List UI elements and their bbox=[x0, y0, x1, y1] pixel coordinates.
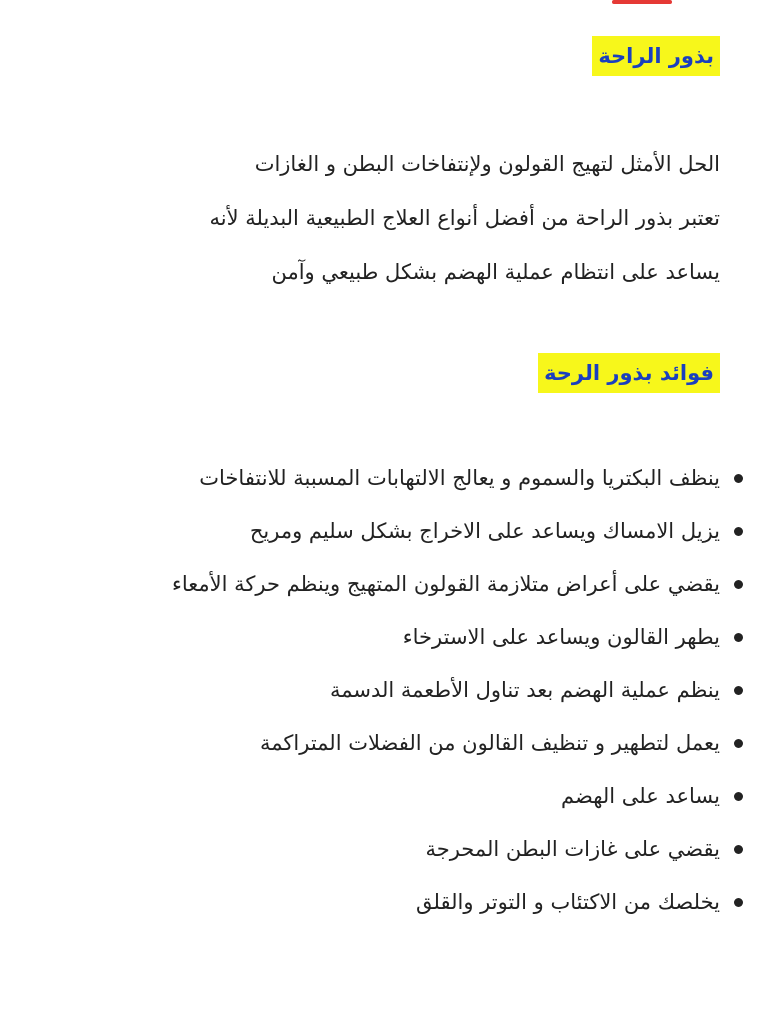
intro-line: يساعد على انتظام عملية الهضم بشكل طبيعي وآمن bbox=[271, 260, 720, 284]
benefit-text: يساعد على الهضم bbox=[561, 784, 720, 808]
benefit-item bbox=[45, 664, 745, 717]
benefit-text: ينظم عملية الهضم بعد تناول الأطعمة الدسمة bbox=[329, 678, 720, 702]
bullet-icon bbox=[734, 898, 743, 907]
benefit-item bbox=[45, 611, 745, 664]
intro-line: تعتبر بذور الراحة من أفضل أنواع العلاج الطبيعية البديلة لأنه bbox=[209, 206, 720, 230]
benefit-item bbox=[45, 823, 745, 876]
benefit-item bbox=[45, 717, 745, 770]
benefit-item bbox=[45, 452, 745, 505]
intro-paragraph bbox=[60, 137, 720, 299]
bullet-icon bbox=[734, 845, 743, 854]
bullet-icon bbox=[734, 739, 743, 748]
benefit-text: يخلصك من الاكتئاب و التوتر والقلق bbox=[416, 890, 720, 914]
heading-seeds-title: بذور الراحة bbox=[592, 36, 720, 76]
heading-benefits-title: فوائد بذور الرحة bbox=[538, 353, 720, 393]
benefit-text: يطهر القالون ويساعد على الاسترخاء bbox=[402, 625, 720, 649]
benefit-text: يعمل لتطهير و تنظيف القالون من الفضلات المتراكمة bbox=[260, 731, 720, 755]
benefit-item bbox=[45, 770, 745, 823]
benefit-text: يزيل الامساك ويساعد على الاخراج بشكل سليم ومريح bbox=[249, 519, 720, 543]
bullet-icon bbox=[734, 686, 743, 695]
top-accent-mark bbox=[612, 0, 672, 4]
benefits-list bbox=[45, 452, 745, 929]
bullet-icon bbox=[734, 633, 743, 642]
benefit-text: يقضي على أعراض متلازمة القولون المتهيج وينظم حركة الأمعاء bbox=[172, 572, 720, 596]
benefit-text: ينظف البكتريا والسموم و يعالج الالتهابات المسببة للانتفاخات bbox=[199, 466, 720, 490]
bullet-icon bbox=[734, 792, 743, 801]
benefit-text: يقضي على غازات البطن المحرجة bbox=[425, 837, 720, 861]
intro-line: الحل الأمثل لتهيج القولون ولإنتفاخات البطن و الغازات bbox=[254, 152, 720, 176]
bullet-icon bbox=[734, 527, 743, 536]
benefit-item bbox=[45, 505, 745, 558]
bullet-icon bbox=[734, 474, 743, 483]
benefit-item bbox=[45, 558, 745, 611]
bullet-icon bbox=[734, 580, 743, 589]
benefit-item bbox=[45, 876, 745, 929]
